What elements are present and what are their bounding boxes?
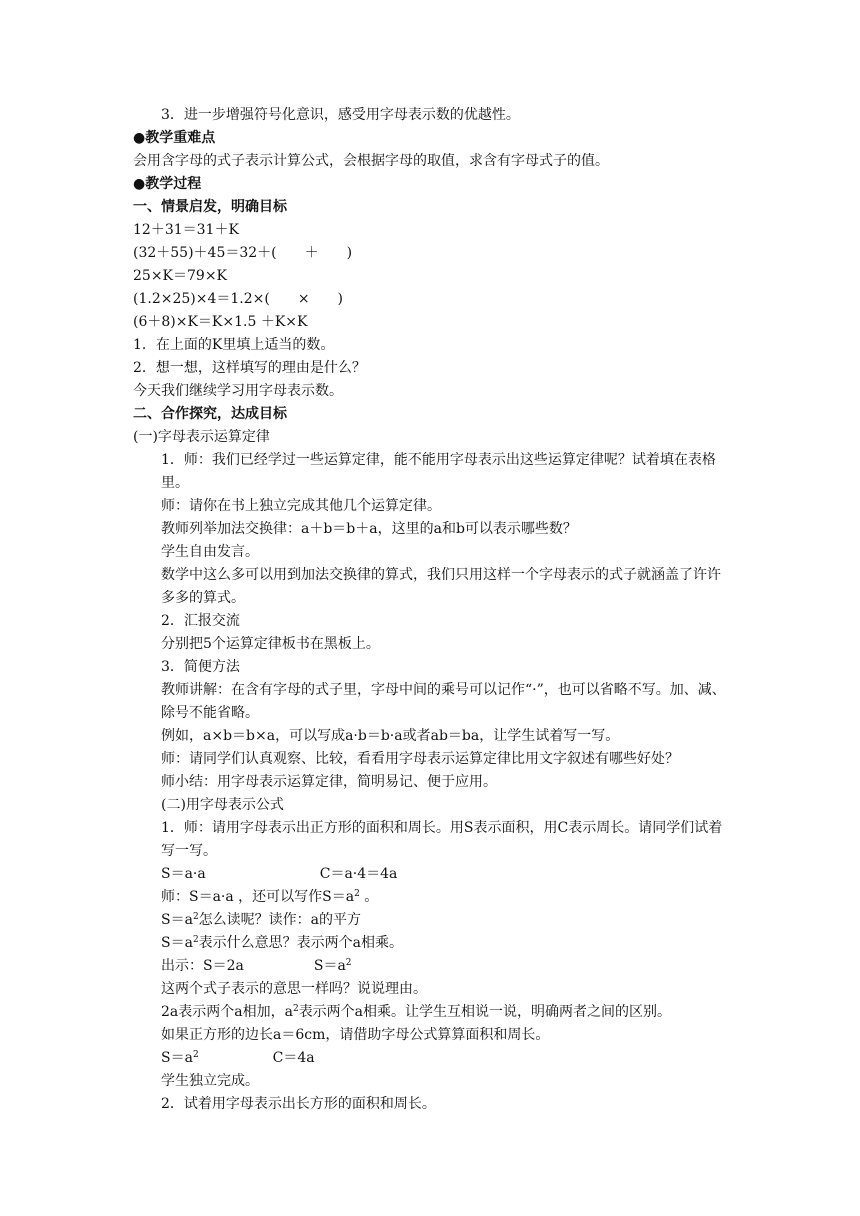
formula-result-line: $S=a^2$ C＝4a [161, 1050, 315, 1066]
formula-square-line [133, 863, 733, 886]
paragraph-complete-laws: 师：请你在书上独立完成其他几个运算定律。 [161, 498, 441, 514]
question-1: 1．在上面的K里填上适当的数。 [133, 337, 335, 353]
subheading-part-2: 二、合作探究，达成目标 [133, 406, 287, 422]
equation-4: (1.2×25)×4＝1.2×( × ) [133, 291, 344, 307]
question-2: 2．想一想，这样填写的理由是什么？ [133, 360, 366, 376]
paragraph-meaning-square: $S=a^2$表示什么意思？表示两个a相乘。 [161, 935, 404, 951]
paragraph-board: 分别把5个运算定律板书在黑板上。 [161, 636, 380, 652]
paragraph-square-notation: 师：S＝a·a ，还可以写作$S=a^2$ 。 [161, 889, 379, 905]
paragraph-example: 例如，a×b＝b×a，可以写成a·b＝b·a或者ab＝ba，让学生试着写一写。 [161, 728, 620, 744]
section-heading-process: ●教学过程 [133, 176, 202, 192]
equation-3: 25×K＝79×K [133, 268, 228, 284]
formula-perimeter: C＝a·4＝4a [319, 866, 398, 882]
paragraph-difference: 2a表示两个a相加，$a^2$表示两个a相乘。让学生互相说一说，明确两者之间的区别。 [161, 1004, 672, 1020]
paragraph-addition-example: 教师列举加法交换律：a＋b＝b＋a，这里的a和b可以表示哪些数？ [161, 521, 577, 537]
paragraph-side-length: 如果正方形的边长a＝6cm，请借助字母公式算算面积和周长。 [161, 1027, 550, 1043]
equation-1: 12＋31＝31＋K [133, 222, 239, 238]
equation-2: (32＋55)＋45＝32＋( ＋ ) [133, 245, 353, 261]
formula-compare-line: 出示：S＝2a $S=a^2$ [161, 958, 352, 974]
key-points-text: 会用含字母的式子表示计算公式，会根据字母的取值，求含有字母式子的值。 [133, 153, 609, 169]
paragraph-square-formula: 1．师：请用字母表示出正方形的面积和周长。用S表示面积，用C表示周长。请同学们试着写一写。 [161, 820, 723, 859]
equation-5: (6＋8)×K＝K×1.5 ＋K×K [133, 314, 308, 330]
paragraph-teacher-explain: 教师讲解：在含有字母的式子里，字母中间的乘号可以记作“·”，也可以省略不写。加、减、除号不能省略。 [161, 682, 726, 721]
intro-text: 今天我们继续学习用字母表示数。 [133, 383, 343, 399]
paragraph-rectangle: 2．试着用字母表示出长方形的面积和周长。 [161, 1096, 436, 1112]
paragraph-independent: 学生独立完成。 [161, 1073, 259, 1089]
subheading-formulas: (二)用字母表示公式 [161, 797, 284, 813]
paragraph-math-summary: 数学中这么多可以用到加法交换律的算式，我们只用这样一个字母表示的式子就涵盖了许许多多的算式。 [161, 567, 721, 606]
paragraph-compare: 师：请同学们认真观察、比较，看看用字母表示运算定律比用文字叙述有哪些好处？ [161, 751, 679, 767]
paragraph-read-square: $S=a^2$怎么读呢？读作：a的平方 [161, 912, 362, 928]
subheading-part-1: 一、情景启发，明确目标 [133, 199, 287, 215]
subheading-letters-laws: (一)字母表示运算定律 [133, 429, 270, 445]
paragraph-teacher-laws: 1．师：我们已经学过一些运算定律，能不能用字母表示出这些运算定律呢？试着填在表格里。 [161, 452, 716, 491]
formula-area: S＝a·a [161, 866, 206, 882]
section-heading-key-points: ●教学重难点 [133, 130, 216, 146]
step-report: 2．汇报交流 [161, 613, 240, 629]
paragraph-student-speak: 学生自由发言。 [161, 544, 259, 560]
lesson-plan-body [133, 104, 733, 1116]
paragraph-same-meaning: 这两个式子表示的意思一样吗？说说理由。 [161, 981, 427, 997]
objective-3: 3．进一步增强符号化意识，感受用字母表示数的优越性。 [161, 107, 520, 123]
paragraph-summary: 师小结：用字母表示运算定律，简明易记、便于应用。 [161, 774, 497, 790]
step-simplify: 3．简便方法 [161, 659, 240, 675]
